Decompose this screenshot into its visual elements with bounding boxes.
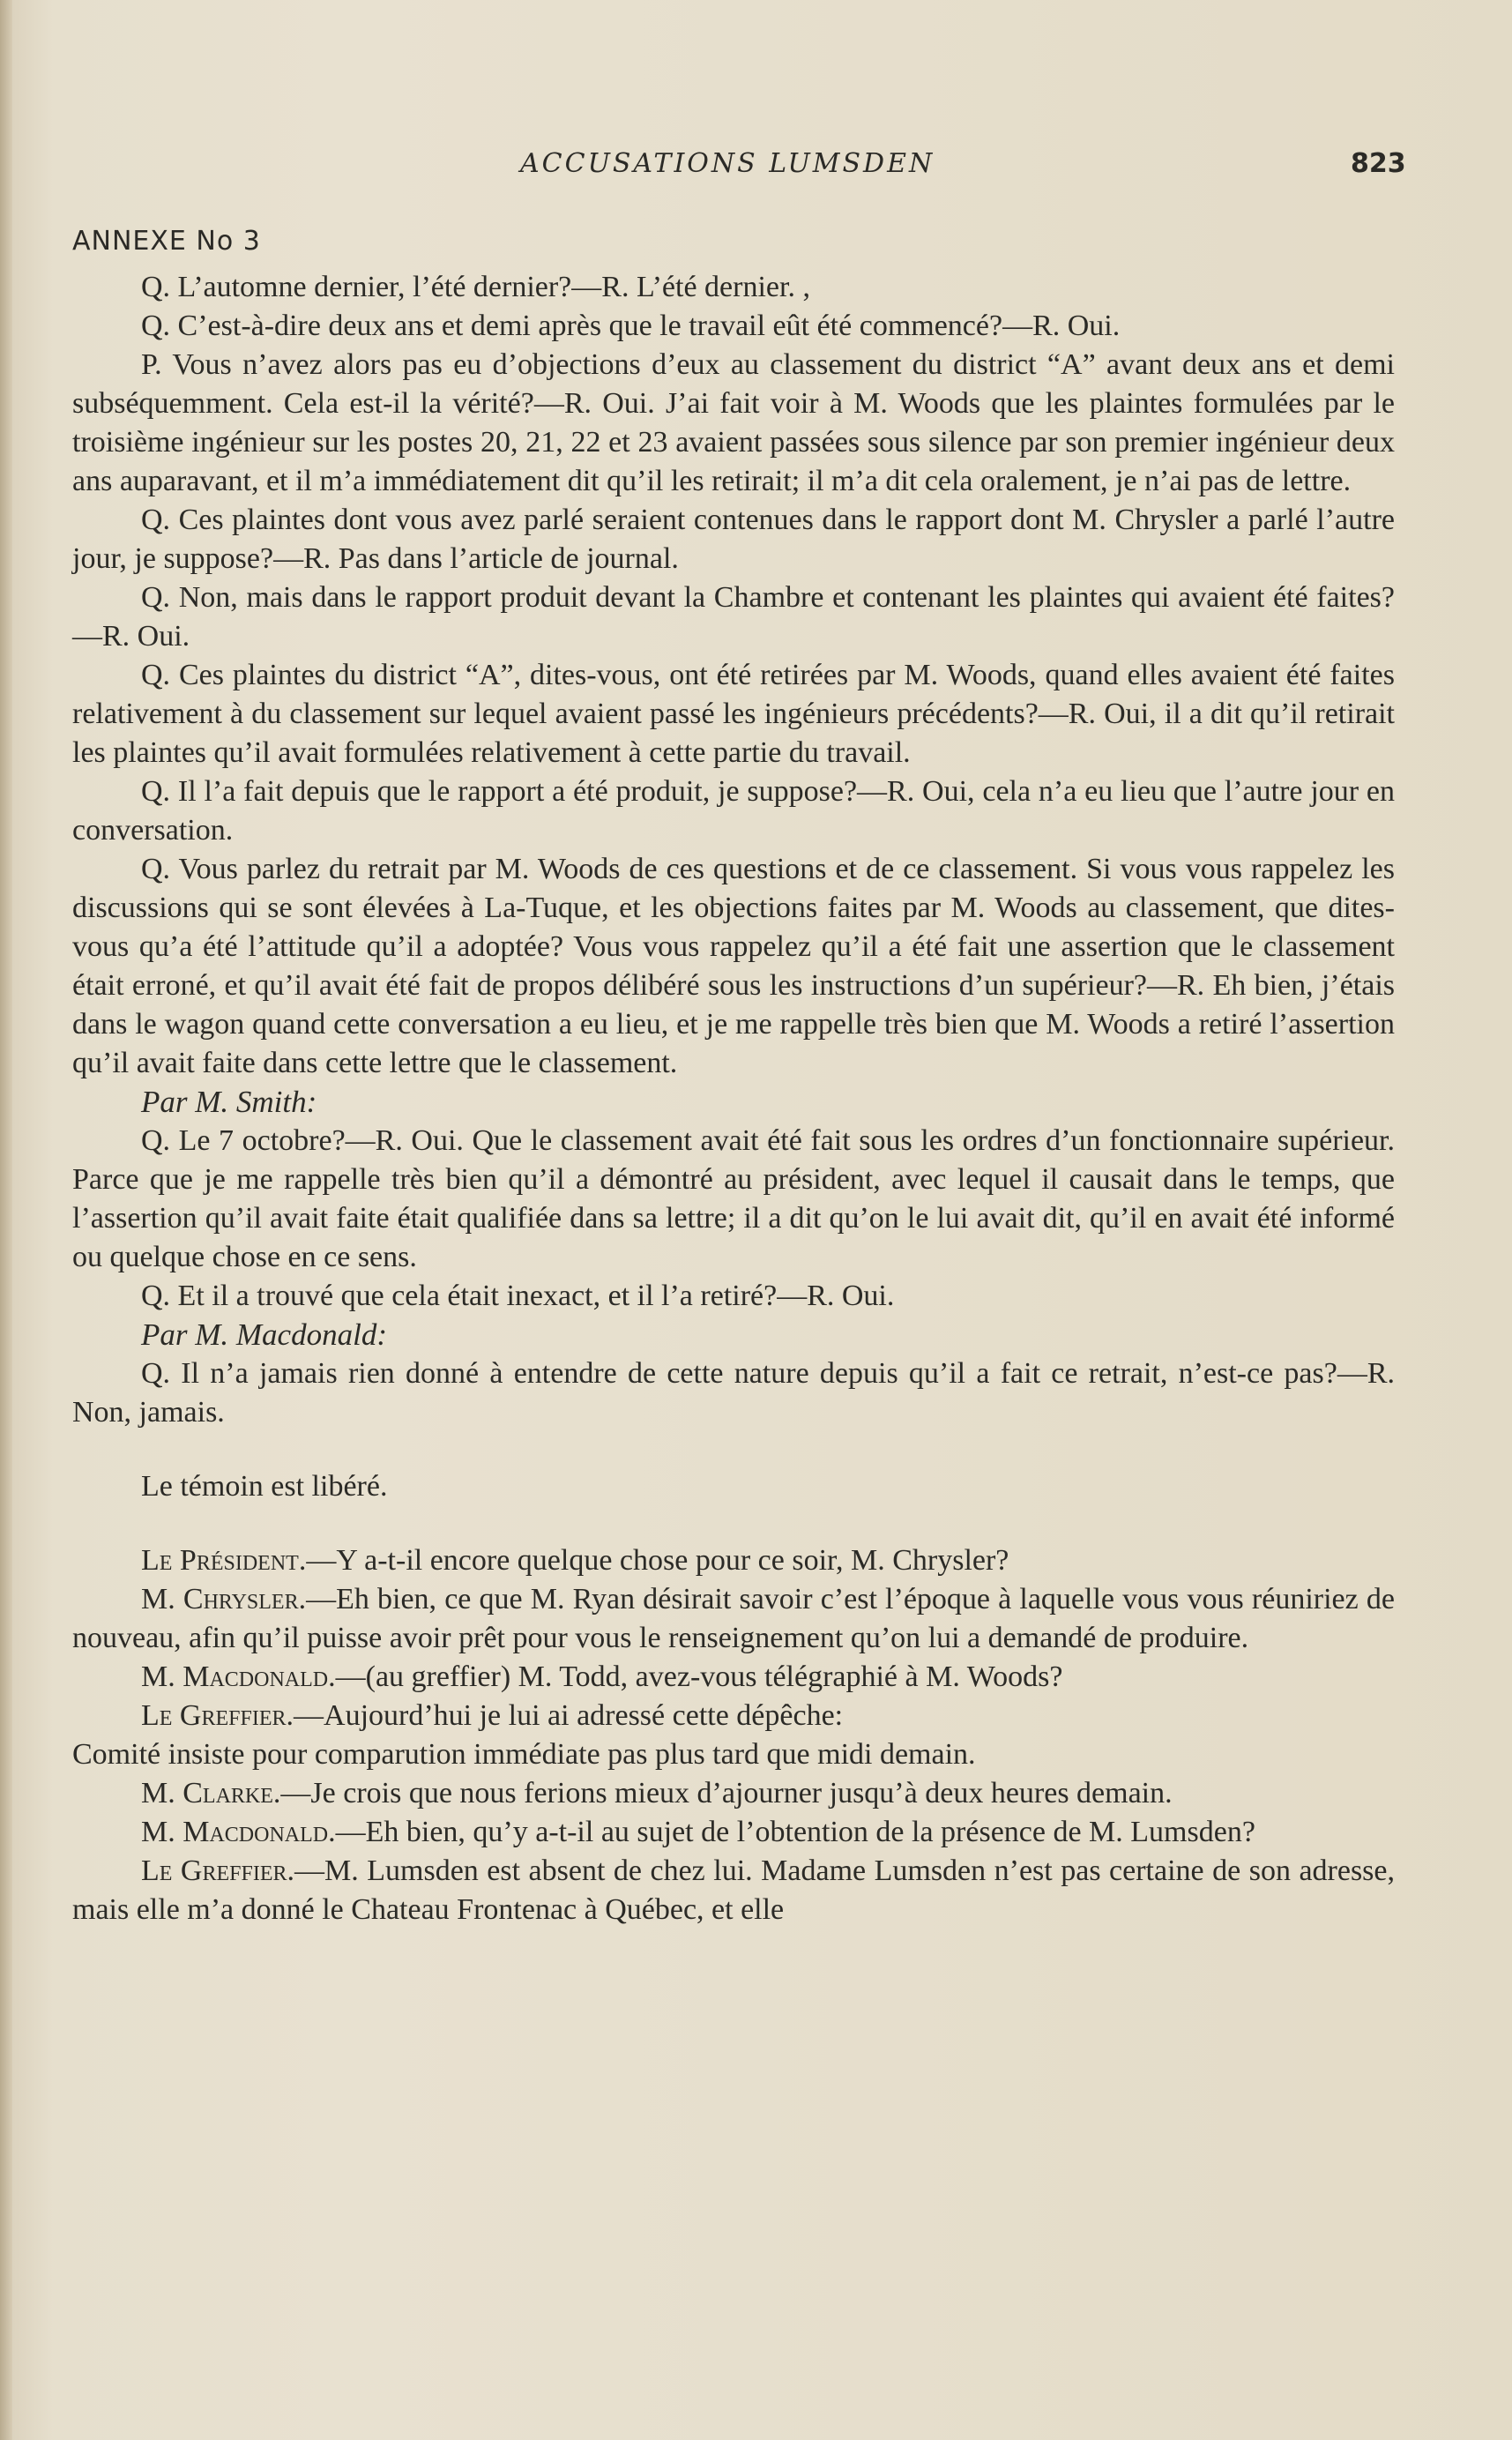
annex-label: ANNEXE No 3 — [72, 226, 261, 257]
page-body — [72, 268, 1395, 1929]
page-header — [0, 148, 1512, 192]
speaker-heading-macdonald: Par M. Macdonald: — [141, 1317, 387, 1352]
paragraph: Q. L’automne dernier, l’été dernier?—R. L’été dernier. , — [141, 271, 810, 303]
speaker-name: Le Président. — [141, 1544, 307, 1577]
dialogue-text: —Aujourd’hui je lui ai adressé cette dépêche: — [294, 1699, 844, 1732]
paragraph: Q. Non, mais dans le rapport produit devant la Chambre et contenant les plaintes qui avaient été faites?—R. Oui. — [72, 581, 1395, 653]
paragraph: Q. Ces plaintes du district “A”, dites-vous, ont été retirées par M. Woods, quand elles avaient été faites relativement à du classement sur lequel avaient passé les ingénieurs précédents?—R. Oui, il a dit qu’il retirait les plaintes qu’il avait formulées relativement à cette partie du travail. — [72, 659, 1395, 769]
speaker-name: M. Chrysler. — [141, 1583, 307, 1615]
page-number: 823 — [1351, 148, 1406, 179]
speaker-name: M. Macdonald. — [141, 1660, 336, 1693]
paragraph: P. Vous n’avez alors pas eu d’objections d’eux au classement du district “A” avant deux ans et demi subséquemment. Cela est-il la vérité?—R. Oui. J’ai fait voir à M. Woods que les plaintes formulées par le troisième ingénieur sur les postes 20, 21, 22 et 23 avaient passées sous silence par son premier ingénieur deux ans auparavant, et il m’a immédiatement dit qu’il les retirait; il m’a dit cela oralement, je n’ai pas de lettre. — [72, 348, 1395, 497]
page-spine-shadow — [0, 0, 12, 2440]
paragraph: Q. Le 7 octobre?—R. Oui. Que le classement avait été fait sous les ordres d’un fonctionnaire supérieur. Parce que je me rappelle très bien qu’il a démontré au président, avec lequel il causait dans le temps, que l’assertion qu’il avait faite était qualifiée dans sa lettre; il a dit qu’on le lui avait dit, qu’il en avait été informé ou quelque chose en ce sens. — [72, 1124, 1395, 1273]
dialogue-text: —Eh bien, qu’y a-t-il au sujet de l’obtention de la présence de M. Lumsden? — [335, 1816, 1255, 1848]
speaker-name: M. Macdonald. — [141, 1816, 336, 1848]
dialogue-line — [72, 1852, 1395, 1929]
paragraph: Q. Et il a trouvé que cela était inexact, et il l’a retiré?—R. Oui. — [141, 1280, 895, 1312]
dialogue-line — [72, 1658, 1395, 1697]
telegram-quote: Comité insiste pour comparution immédiate pas plus tard que midi demain. — [72, 1738, 976, 1771]
dialogue-line — [72, 1541, 1395, 1580]
paragraph: Q. Il n’a jamais rien donné à entendre de cette nature depuis qu’il a fait ce retrait, n’est-ce pas?—R. Non, jamais. — [72, 1357, 1395, 1429]
witness-released: Le témoin est libéré. — [141, 1470, 388, 1503]
dialogue-text: —M. Lumsden est absent de chez lui. Madame Lumsden n’est pas certaine de son adresse, mais elle m’a donné le Chateau Frontenac à Québec, et elle — [72, 1854, 1395, 1926]
dialogue-text: —Je crois que nous ferions mieux d’ajourner jusqu’à deux heures demain. — [280, 1777, 1173, 1809]
dialogue-text: —(au greffier) M. Todd, avez-vous télégraphié à M. Woods? — [335, 1660, 1063, 1693]
dialogue-line — [72, 1580, 1395, 1658]
dialogue-line — [72, 1697, 1395, 1735]
running-title: ACCUSATIONS LUMSDEN — [520, 148, 935, 179]
paragraph: Q. Ces plaintes dont vous avez parlé seraient contenues dans le rapport dont M. Chrysler a parlé l’autre jour, je suppose?—R. Pas dans l’article de journal. — [72, 504, 1395, 575]
dialogue-line — [72, 1813, 1395, 1852]
paragraph: Q. C’est-à-dire deux ans et demi après que le travail eût été commencé?—R. Oui. — [141, 310, 1121, 342]
speaker-heading-smith: Par M. Smith: — [141, 1085, 317, 1119]
dialogue-text: —Eh bien, ce que M. Ryan désirait savoir c’est l’époque à laquelle vous vous réuniriez de nouveau, afin qu’il puisse avoir prêt pour vous le renseignement qu’on lui a demandé de produire. — [72, 1583, 1395, 1654]
dialogue-text: —Y a-t-il encore quelque chose pour ce soir, M. Chrysler? — [306, 1544, 1009, 1577]
speaker-name: Le Greffier. — [141, 1854, 295, 1887]
speaker-name: Le Greffier. — [141, 1699, 294, 1732]
speaker-name: M. Clarke. — [141, 1777, 281, 1809]
paragraph: Q. Vous parlez du retrait par M. Woods de ces questions et de ce classement. Si vous vous rappelez les discussions qui se sont élevées à La-Tuque, et les objections faites par M. Woods au classement, que dites-vous qu’a été l’attitude qu’il a adoptée? Vous vous rappelez qu’il a été fait une assertion que le classement était erroné, et qu’il avait été fait de propos délibéré sous les instructions d’un supérieur?—R. Eh bien, j’étais dans le wagon quand cette conversation a eu lieu, et je me rappelle très bien que M. Woods a retiré l’assertion qu’il avait faite dans cette lettre que le classement. — [72, 853, 1395, 1079]
paragraph: Q. Il l’a fait depuis que le rapport a été produit, je suppose?—R. Oui, cela n’a eu lieu que l’autre jour en conversation. — [72, 775, 1395, 847]
dialogue-line — [72, 1774, 1395, 1813]
